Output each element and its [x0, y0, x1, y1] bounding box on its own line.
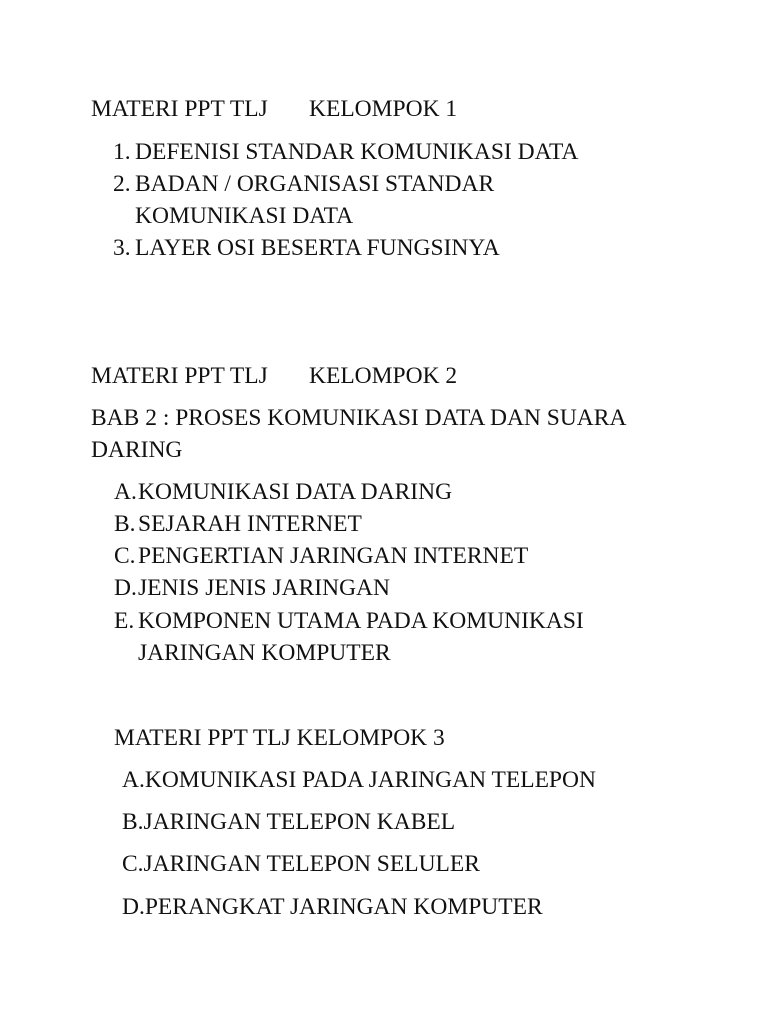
list-marker: D.	[114, 575, 137, 601]
kelompok-1-number: KELOMPOK 1	[309, 96, 458, 122]
list-item: B.JARINGAN TELEPON KABEL	[122, 809, 456, 835]
bab-heading-continuation: DARING	[91, 437, 183, 463]
kelompok-2-title: MATERI PPT TLJ	[91, 363, 268, 389]
list-marker: C.	[114, 543, 136, 569]
list-marker: 3.	[113, 235, 131, 261]
list-item-text: DEFENISI STANDAR KOMUNIKASI DATA	[135, 139, 579, 165]
list-item-text: LAYER OSI BESERTA FUNGSINYA	[135, 235, 500, 261]
list-item-text: SEJARAH INTERNET	[138, 511, 362, 537]
list-marker: 1.	[113, 139, 131, 165]
list-item-text: BADAN / ORGANISASI STANDAR	[135, 171, 495, 197]
kelompok-1-title: MATERI PPT TLJ	[91, 96, 268, 122]
list-item: D.PERANGKAT JARINGAN KOMPUTER	[122, 894, 543, 920]
list-marker: B.	[114, 511, 136, 537]
list-marker: E.	[114, 608, 135, 634]
list-item-text: JENIS JENIS JARINGAN	[138, 575, 390, 601]
list-item-text: KOMPONEN UTAMA PADA KOMUNIKASI	[138, 608, 584, 634]
list-item-text: KOMUNIKASI DATA DARING	[138, 479, 453, 505]
list-item-continuation: KOMUNIKASI DATA	[135, 203, 354, 229]
list-item: A.KOMUNIKASI PADA JARINGAN TELEPON	[122, 767, 596, 793]
list-item-continuation: JARINGAN KOMPUTER	[138, 640, 391, 666]
bab-heading: BAB 2 : PROSES KOMUNIKASI DATA DAN SUARA	[91, 405, 627, 431]
list-item-text: PENGERTIAN JARINGAN INTERNET	[138, 543, 529, 569]
list-marker: A.	[114, 479, 137, 505]
kelompok-3-title: MATERI PPT TLJ KELOMPOK 3	[114, 725, 445, 751]
kelompok-2-number: KELOMPOK 2	[309, 363, 458, 389]
list-item: C.JARINGAN TELEPON SELULER	[122, 851, 480, 877]
list-marker: 2.	[113, 171, 131, 197]
